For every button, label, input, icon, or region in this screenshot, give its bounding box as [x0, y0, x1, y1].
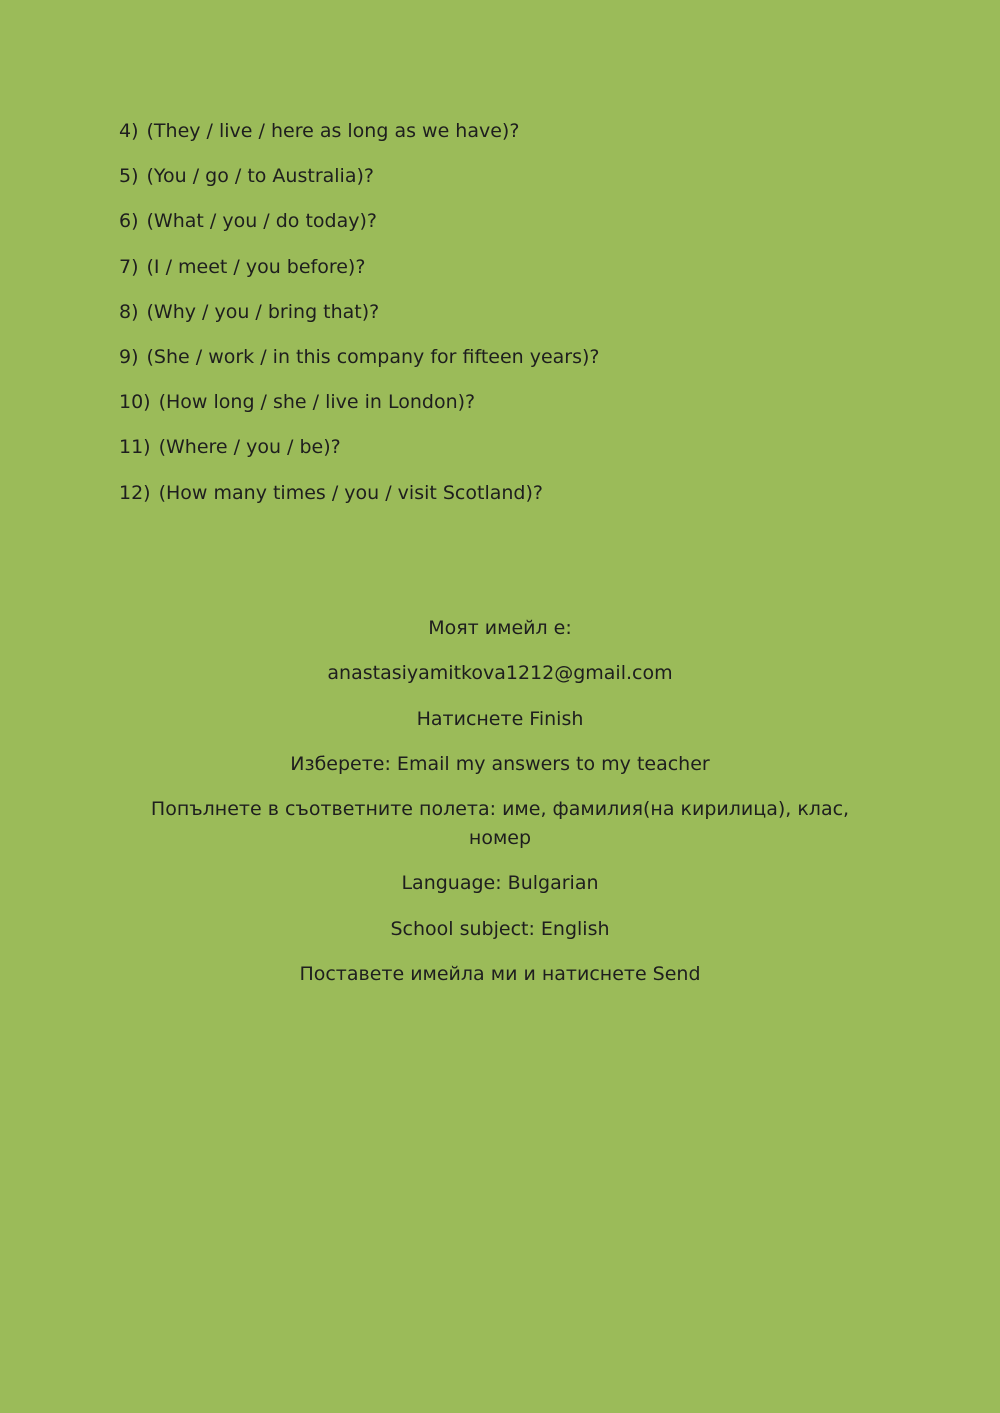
question-number: 11)	[119, 436, 151, 459]
question-number: 7)	[119, 255, 139, 278]
submission-instructions	[130, 614, 870, 1005]
question-number: 4)	[119, 120, 139, 142]
step-select: Изберете: Email my answers to my teacher	[290, 752, 710, 775]
question-text: (What / you / do today)?	[146, 210, 377, 233]
question-text: (I / meet / you before)?	[146, 255, 366, 278]
question-item	[119, 253, 819, 281]
question-text: (How many times / you / visit Scotland)?	[158, 481, 543, 504]
question-text: (Why / you / bring that)?	[146, 300, 380, 323]
question-number: 5)	[119, 165, 139, 188]
question-number: 9)	[119, 345, 139, 368]
question-item	[119, 433, 819, 461]
question-item	[119, 117, 819, 145]
question-item	[119, 162, 819, 190]
question-item	[119, 298, 819, 326]
question-number: 12)	[119, 481, 151, 504]
teacher-email: anastasiyamitkova1212@gmail.com	[327, 662, 673, 685]
language-line: Language: Bulgarian	[401, 872, 599, 895]
question-text: (Where / you / be)?	[158, 436, 341, 459]
question-text: (They / live / here as long as we have)?	[146, 120, 520, 142]
subject-line: School subject: English	[390, 917, 610, 940]
step-finish: Натиснете Finish	[416, 707, 584, 730]
question-item	[119, 207, 819, 235]
question-number: 8)	[119, 300, 139, 323]
question-text: (How long / she / live in London)?	[158, 391, 476, 414]
question-number: 6)	[119, 210, 139, 233]
question-text: (You / go / to Australia)?	[146, 165, 374, 188]
step-send: Поставете имейла ми и натиснете Send	[299, 963, 701, 986]
question-item	[119, 343, 819, 371]
question-item	[119, 479, 819, 507]
question-number: 10)	[119, 391, 151, 414]
question-item	[119, 388, 819, 416]
step-fill-fields: Попълнете в съответните полета: име, фамилия(на кирилица), клас, номер	[150, 798, 850, 850]
question-text: (She / work / in this company for fifteen years)?	[146, 345, 600, 368]
email-label: Моят имейл е:	[428, 617, 572, 639]
question-list	[119, 117, 819, 524]
